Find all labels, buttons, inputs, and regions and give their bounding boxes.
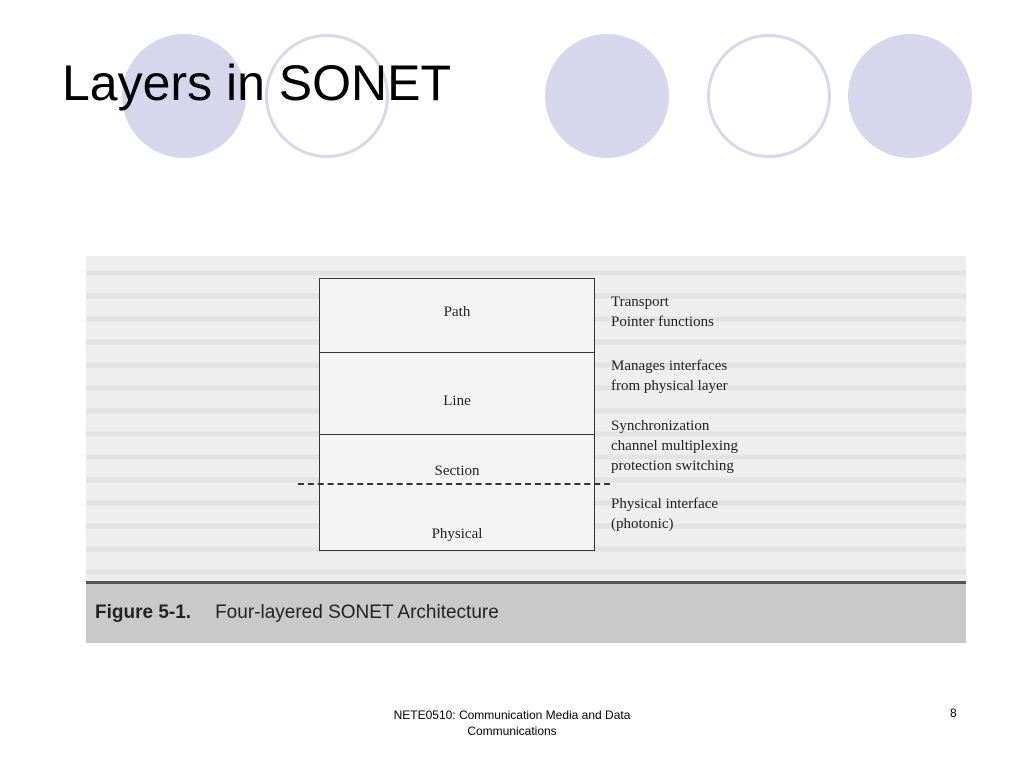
figure-number: Figure 5-1.: [95, 602, 192, 623]
layer-section: Section: [434, 463, 480, 479]
physical-description: [611, 494, 718, 534]
description-line: from physical layer: [611, 378, 728, 394]
figure-caption-text: Four-layered SONET Architecture: [215, 602, 499, 623]
decor-circle: [848, 34, 972, 158]
description-line: Transport: [611, 294, 669, 310]
description-line: protection switching: [611, 458, 734, 474]
sonet-layer-stack: [319, 278, 595, 551]
layer-line: Line: [320, 353, 594, 435]
description-line: channel multiplexing: [611, 438, 739, 454]
layer-divider-dashed: [298, 483, 610, 485]
layer-path: Path: [320, 279, 594, 353]
decor-circle-outline: [707, 34, 831, 158]
page-number: 8: [950, 706, 957, 720]
slide-title: Layers in SONET: [62, 55, 452, 111]
description-line: Physical interface: [611, 496, 719, 512]
slide-footer: NETE0510: Communication Media and Data Communications: [393, 708, 631, 738]
layer-physical: Physical: [431, 526, 483, 542]
figure-caption-band: [86, 581, 966, 643]
figure-image: [86, 256, 966, 643]
path-description: [611, 292, 714, 332]
figure-caption: [95, 602, 499, 624]
description-line: (photonic): [611, 516, 674, 532]
line-description: [611, 356, 728, 396]
description-line: Synchronization: [611, 418, 710, 434]
description-line: Pointer functions: [611, 314, 714, 330]
decor-circle: [545, 34, 669, 158]
section-description: [611, 416, 738, 476]
description-line: Manages interfaces: [611, 358, 728, 374]
